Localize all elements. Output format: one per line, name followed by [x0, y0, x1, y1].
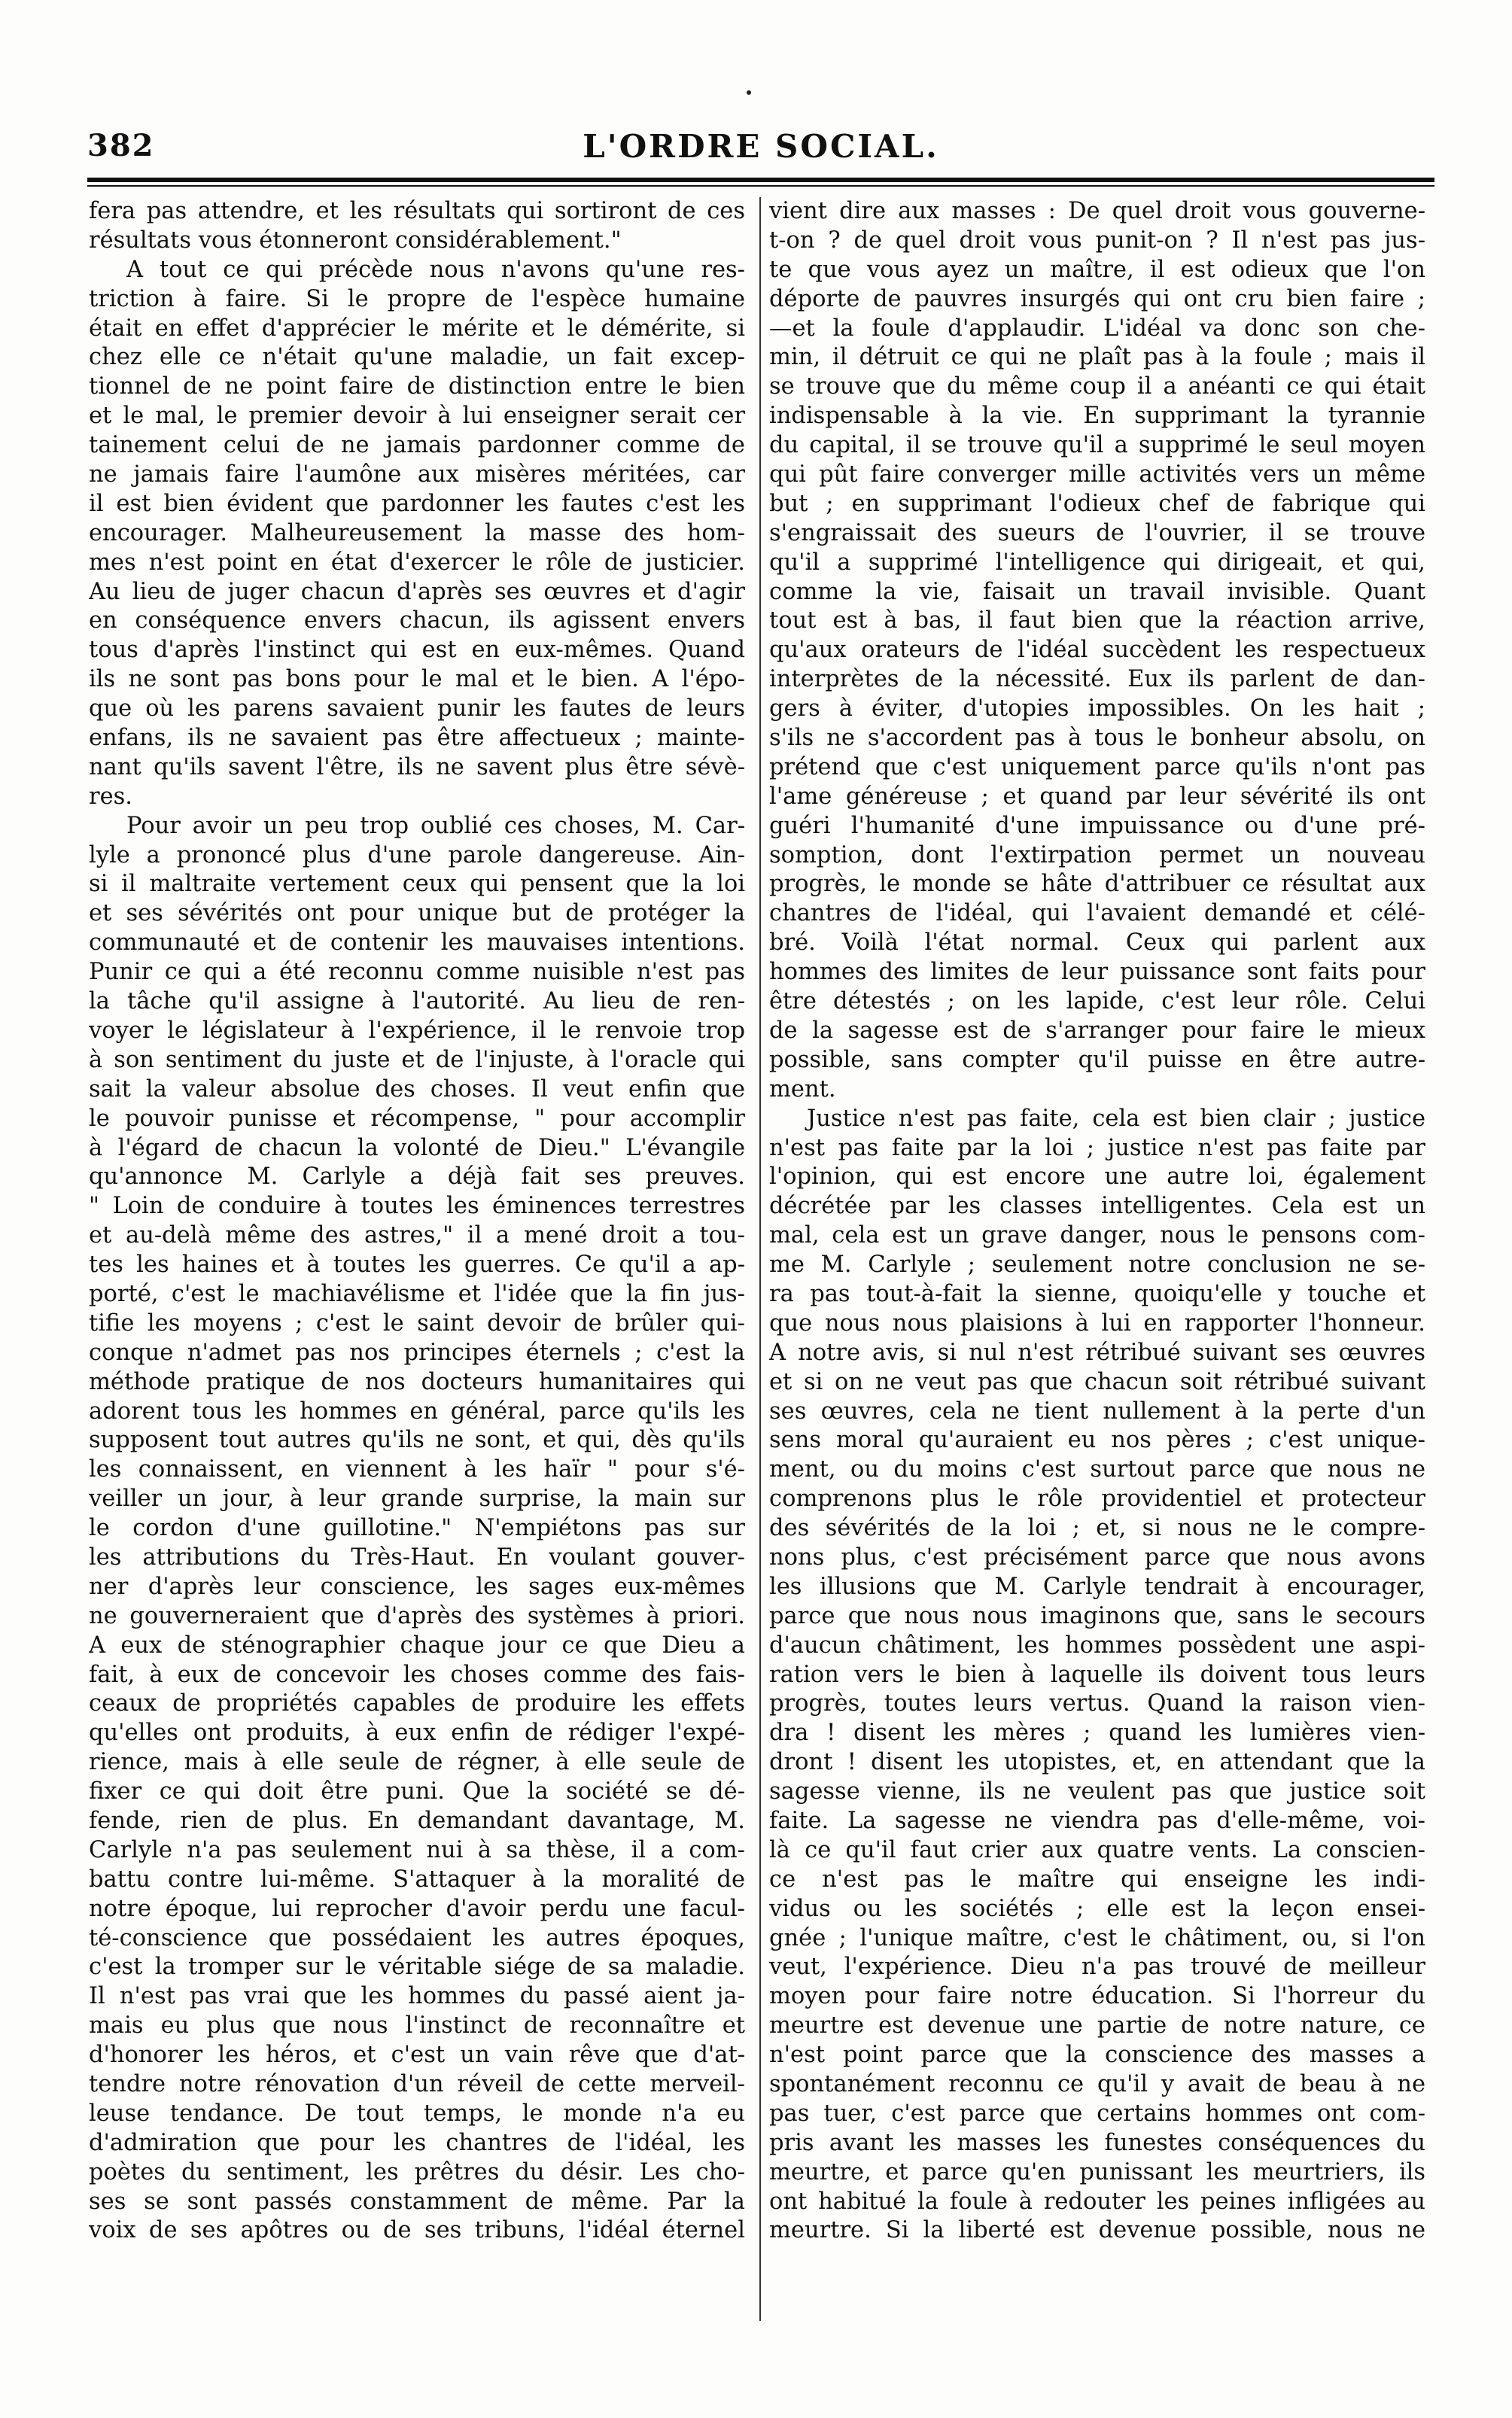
text-line: comme la vie, faisait un travail invisible. Quant: [769, 578, 1425, 605]
text-line: en conséquence envers chacun, ils agissent envers: [89, 607, 745, 634]
text-line: tionnel de ne point faire de distinction entre le bien: [89, 373, 745, 400]
text-line: le pouvoir punisse et récompense, " pour accomplir: [89, 1105, 745, 1132]
text-line: fera pas attendre, et les résultats qui sortiront de ces: [89, 198, 745, 224]
text-line: pris avant les masses les funestes conséquences du: [769, 2129, 1425, 2156]
text-line: indispensable à la vie. En supprimant la tyrannie: [769, 403, 1425, 430]
text-line: battu contre lui-même. S'attaquer à la moralité de: [89, 1866, 745, 1893]
text-line: communauté et de contenir les mauvaises intentions.: [89, 929, 745, 957]
text-line: qu'aux orateurs de l'idéal succèdent les respectueux: [769, 637, 1425, 664]
text-line: pas tuer, c'est parce que certains hommes ont com-: [769, 2100, 1425, 2127]
text-line: à l'égard de chacun la volonté de Dieu." L'évangile: [89, 1134, 745, 1161]
text-line: d'aucun châtiment, les hommes possèdent une aspi-: [769, 1632, 1425, 1659]
text-line: fixer ce qui doit être puni. Que la société se dé-: [89, 1778, 745, 1805]
page-header: [87, 128, 1434, 173]
text-line: ration vers le bien à laquelle ils doivent tous leurs: [769, 1661, 1425, 1688]
text-line: progrès, le monde se hâte d'attribuer ce résultat aux: [769, 871, 1425, 898]
text-line: veut, l'expérience. Dieu n'a pas trouvé de meilleur: [769, 1954, 1425, 1981]
text-line: bré. Voilà l'état normal. Ceux qui parlent aux: [769, 929, 1425, 957]
text-line: sagesse vienne, ils ne veulent pas que justice soit: [769, 1778, 1425, 1805]
text-line: déporte de pauvres insurgés qui ont cru bien faire ;: [769, 285, 1425, 312]
text-line: me M. Carlyle ; seulement notre conclusion ne se-: [769, 1252, 1425, 1279]
text-line: progrès, toutes leurs vertus. Quand la raison vien-: [769, 1690, 1425, 1717]
text-line: l'ame généreuse ; et quand par leur sévérité ils ont: [769, 783, 1425, 810]
text-line: conque n'admet pas nos principes éternels ; c'est la: [89, 1339, 745, 1366]
text-line: dront ! disent les utopistes, et, en attendant que la: [769, 1749, 1425, 1776]
text-line: mal, cela est un grave danger, nous le pensons com-: [769, 1222, 1425, 1249]
text-line: à son sentiment du juste et de l'injuste, à l'oracle qui: [89, 1046, 745, 1073]
text-line: Punir ce qui a été reconnu comme nuisible n'est pas: [89, 959, 745, 986]
page-number: 382: [87, 128, 155, 163]
text-line: du capital, il se trouve qu'il a supprimé le seul moyen: [769, 432, 1425, 459]
text-line: encourager. Malheureusement la masse des hom-: [89, 519, 745, 546]
text-line: tout est à bas, il faut bien que la réaction arrive,: [769, 607, 1425, 634]
text-line: n'est point parce que la conscience des masses a: [769, 2042, 1425, 2069]
text-line: le cordon d'une guillotine." N'empiétons pas sur: [89, 1515, 745, 1542]
text-line: voyer le législateur à l'expérience, il le renvoie trop: [89, 1017, 745, 1044]
text-line: ceaux de propriétés capables de produire les effets: [89, 1690, 745, 1717]
right-text-column: [769, 197, 1425, 2246]
text-line: d'admiration que pour les chantres de l'idéal, les: [89, 2129, 745, 2156]
text-line: nant qu'ils savent l'être, ils ne savent plus être sévè-: [89, 753, 745, 780]
text-line: ment, ou du moins c'est surtout parce que nous ne: [769, 1456, 1425, 1483]
text-line: ment.: [769, 1075, 836, 1103]
text-line: A tout ce qui précède nous n'avons qu'une res-: [126, 256, 745, 283]
text-line: moyen pour faire notre éducation. Si l'horreur du: [769, 1983, 1425, 2010]
text-line: s'engraissait des sueurs de l'ouvrier, il se trouve: [769, 519, 1425, 546]
text-line: te que vous ayez un maître, il est odieux que l'on: [769, 256, 1425, 283]
text-line: n'est pas faite par la loi ; justice n'est pas faite par: [769, 1134, 1425, 1161]
text-line: qu'il a supprimé l'intelligence qui dirigeait, et qui,: [769, 549, 1425, 576]
text-line: méthode pratique de nos docteurs humanitaires qui: [89, 1368, 745, 1395]
text-line: adorent tous les hommes en général, parce qu'ils les: [89, 1398, 745, 1425]
text-line: que nous nous plaisions à lui en rapporter l'honneur.: [769, 1309, 1425, 1337]
text-line: té-conscience que possédaient les autres époques,: [89, 1924, 745, 1951]
text-line: tainement celui de ne jamais pardonner comme de: [89, 432, 745, 459]
text-line: se trouve que du même coup il a anéanti ce qui était: [769, 373, 1425, 400]
text-line: là ce qu'il faut crier aux quatre vents. La conscien-: [769, 1836, 1425, 1863]
text-line: res.: [89, 783, 132, 810]
text-line: tendre notre rénovation d'un réveil de cette merveil-: [89, 2071, 745, 2097]
text-line: Justice n'est pas faite, cela est bien clair ; justice: [807, 1105, 1425, 1132]
text-line: interprètes de la nécessité. Eux ils parlent de dan-: [769, 666, 1425, 693]
text-line: enfans, ils ne savaient pas être affectueux ; mainte-: [89, 725, 745, 752]
text-line: Pour avoir un peu trop oublié ces choses, M. Car-: [126, 812, 745, 839]
text-line: vidus ou les sociétés ; elle est la leçon ensei-: [769, 1895, 1425, 1922]
text-line: parce que nous nous imaginons que, sans le secours: [769, 1602, 1425, 1629]
text-line: et si on ne veut pas que chacun soit rétribué suivant: [769, 1368, 1425, 1395]
text-line: nons plus, c'est précisément parce que nous avons: [769, 1544, 1425, 1571]
text-line: fait, à eux de concevoir les choses comme des fais-: [89, 1661, 745, 1688]
text-line: —et la foule d'applaudir. L'idéal va donc son che-: [769, 315, 1425, 342]
text-line: ils ne sont pas bons pour le mal et le bien. A l'épo-: [89, 666, 745, 693]
running-title: L'ORDRE SOCIAL.: [583, 128, 939, 165]
text-line: somption, dont l'extirpation permet un nouveau: [769, 841, 1425, 868]
text-line: gnée ; l'unique maître, c'est le châtiment, ou, si l'on: [769, 1924, 1425, 1951]
text-line: hommes des limites de leur puissance sont faits pour: [769, 959, 1425, 986]
text-line: la tâche qu'il assigne à l'autorité. Au lieu de ren-: [89, 988, 745, 1015]
text-line: que où les parens savaient punir les fautes de leurs: [89, 695, 745, 722]
text-line: sait la valeur absolue des choses. Il veut enfin que: [89, 1075, 745, 1103]
text-line: comprenons plus le rôle providentiel et protecteur: [769, 1486, 1425, 1513]
text-line: Il n'est pas vrai que les hommes du passé aient ja-: [89, 1983, 745, 2010]
text-line: Carlyle n'a pas seulement nui à sa thèse, il a com-: [89, 1836, 745, 1863]
column-divider: [759, 197, 761, 2321]
text-line: qu'annonce M. Carlyle a déjà fait ses preuves.: [89, 1163, 745, 1191]
text-line: les illusions que M. Carlyle tendrait à encourager,: [769, 1573, 1425, 1600]
text-line: et au-delà même des astres," il a mené droit a tou-: [89, 1222, 745, 1249]
text-line: mais eu plus que nous l'instinct de reconnaître et: [89, 2012, 745, 2039]
text-line: meurtre est devenue une partie de notre nature, ce: [769, 2012, 1425, 2039]
text-line: il est bien évident que pardonner les fautes c'est les: [89, 490, 745, 517]
text-line: ses se sont passés constamment de même. Par la: [89, 2188, 745, 2215]
text-line: ner d'après leur conscience, les sages eux-mêmes: [89, 1573, 745, 1600]
text-line: chez elle ce n'était qu'une maladie, un fait excep-: [89, 344, 745, 371]
text-line: ses œuvres, cela ne tient nullement à la perte d'un: [769, 1398, 1425, 1425]
text-line: rience, mais à elle seule de régner, à elle seule de: [89, 1749, 745, 1776]
text-line: et ses sévérités ont pour unique but de protéger la: [89, 900, 745, 927]
text-line: spontanément reconnu ce qu'il y avait de beau à ne: [769, 2071, 1425, 2097]
text-line: meurtre, et parce qu'en punissant les meurtriers, ils: [769, 2158, 1425, 2185]
text-line: min, il détruit ce qui ne plaît pas à la foule ; mais il: [769, 344, 1425, 371]
text-line: qu'elles ont produits, à eux enfin de rédiger l'expé-: [89, 1720, 745, 1747]
text-line: ne jamais faire l'aumône aux misères méritées, car: [89, 461, 745, 488]
text-line: leuse tendance. De tout temps, le monde n'a eu: [89, 2100, 745, 2127]
header-rule-thick: [87, 178, 1434, 182]
text-line: ne gouverneraient que d'après des systèmes à priori.: [89, 1602, 745, 1629]
text-line: l'opinion, qui est encore une autre loi, également: [769, 1163, 1425, 1191]
text-line: faite. La sagesse ne viendra pas d'elle-même, voi-: [769, 1807, 1425, 1834]
text-line: possible, sans compter qu'il puisse en être autre-: [769, 1046, 1425, 1073]
text-line: tous d'après l'instinct qui est en eux-mêmes. Quand: [89, 637, 745, 664]
text-line: t-on ? de quel droit vous punit-on ? Il n'est pas jus-: [769, 227, 1425, 254]
text-line: si il maltraite vertement ceux qui pensent que la loi: [89, 871, 745, 898]
text-line: était en effet d'apprécier le mérite et le démérite, si: [89, 315, 745, 342]
text-line: guéri l'humanité d'une impuissance ou d'une pré-: [769, 812, 1425, 839]
text-line: voix de ses apôtres ou de ses tribuns, l'idéal éternel: [89, 2217, 745, 2244]
text-line: tifie les moyens ; c'est le saint devoir de brûler qui-: [89, 1309, 745, 1337]
text-line: et le mal, le premier devoir à lui enseigner serait cer: [89, 403, 745, 430]
text-line: notre époque, lui reprocher d'avoir perdu une facul-: [89, 1895, 745, 1922]
text-line: " Loin de conduire à toutes les éminences terrestres: [89, 1193, 745, 1220]
text-line: de la sagesse est de s'arranger pour faire le mieux: [769, 1017, 1425, 1044]
text-line: ce n'est pas le maître qui enseigne les indi-: [769, 1866, 1425, 1893]
text-line: veiller un jour, à leur grande surprise, la main sur: [89, 1486, 745, 1513]
text-line: fende, rien de plus. En demandant davantage, M.: [89, 1807, 745, 1834]
text-line: but ; en supprimant l'odieux chef de fabrique qui: [769, 490, 1425, 517]
text-line: dra ! disent les mères ; quand les lumières vien-: [769, 1720, 1425, 1747]
text-line: tes les haines et à toutes les guerres. Ce qu'il a ap-: [89, 1252, 745, 1279]
header-rule-thin: [87, 185, 1434, 187]
text-line: d'honorer les héros, et c'est un vain rêve que d'at-: [89, 2042, 745, 2069]
text-line: les connaissent, en viennent à les haïr " pour s'é-: [89, 1456, 745, 1483]
text-line: qui pût faire converger mille activités vers un même: [769, 461, 1425, 488]
text-line: prétend que c'est uniquement parce qu'ils n'ont pas: [769, 753, 1425, 780]
text-line: s'ils ne s'accordent pas à tous le bonheur absolu, on: [769, 725, 1425, 752]
text-line: chantres de l'idéal, qui l'avaient demandé et célé-: [769, 900, 1425, 927]
text-line: décrétée par les classes intelligentes. Cela est un: [769, 1193, 1425, 1220]
text-line: les attributions du Très-Haut. En voulant gouver-: [89, 1544, 745, 1571]
text-line: Au lieu de juger chacun d'après ses œuvres et d'agir: [89, 578, 745, 605]
text-line: supposent tout autres qu'ils ne sont, et qui, dès qu'ils: [89, 1427, 745, 1454]
text-line: ra pas tout-à-fait la sienne, quoiqu'elle y touche et: [769, 1280, 1425, 1307]
text-line: meurtre. Si la liberté est devenue possible, nous ne: [769, 2217, 1425, 2244]
text-line: c'est la tromper sur le véritable siége de sa maladie.: [89, 1954, 745, 1981]
text-line: poètes du sentiment, les prêtres du désir. Les cho-: [89, 2158, 745, 2185]
text-line: gers à éviter, d'utopies impossibles. On les hait ;: [769, 695, 1425, 722]
text-line: sens moral qu'auraient eu nos pères ; c'est unique-: [769, 1427, 1425, 1454]
text-line: des sévérités de la loi ; et, si nous ne le compre-: [769, 1515, 1425, 1542]
text-line: lyle a prononcé plus d'une parole dangereuse. Ain-: [89, 841, 745, 868]
text-line: porté, c'est le machiavélisme et l'idée que la fin jus-: [89, 1280, 745, 1307]
left-text-column: [89, 197, 745, 2246]
text-line: vient dire aux masses : De quel droit vous gouverne-: [769, 198, 1425, 224]
text-line: être détestés ; on les lapide, c'est leur rôle. Celui: [769, 988, 1425, 1015]
text-line: A notre avis, si nul n'est rétribué suivant ses œuvres: [769, 1339, 1425, 1366]
text-line: A eux de sténographier chaque jour ce que Dieu a: [89, 1632, 745, 1659]
text-line: mes n'est point en état d'exercer le rôle de justicier.: [89, 549, 745, 576]
text-line: résultats vous étonneront considérablement.": [89, 227, 622, 254]
text-line: triction à faire. Si le propre de l'espèce humaine: [89, 285, 745, 312]
text-line: ont habitué la foule à redouter les peines infligées au: [769, 2188, 1425, 2215]
ink-dot: [747, 90, 751, 95]
